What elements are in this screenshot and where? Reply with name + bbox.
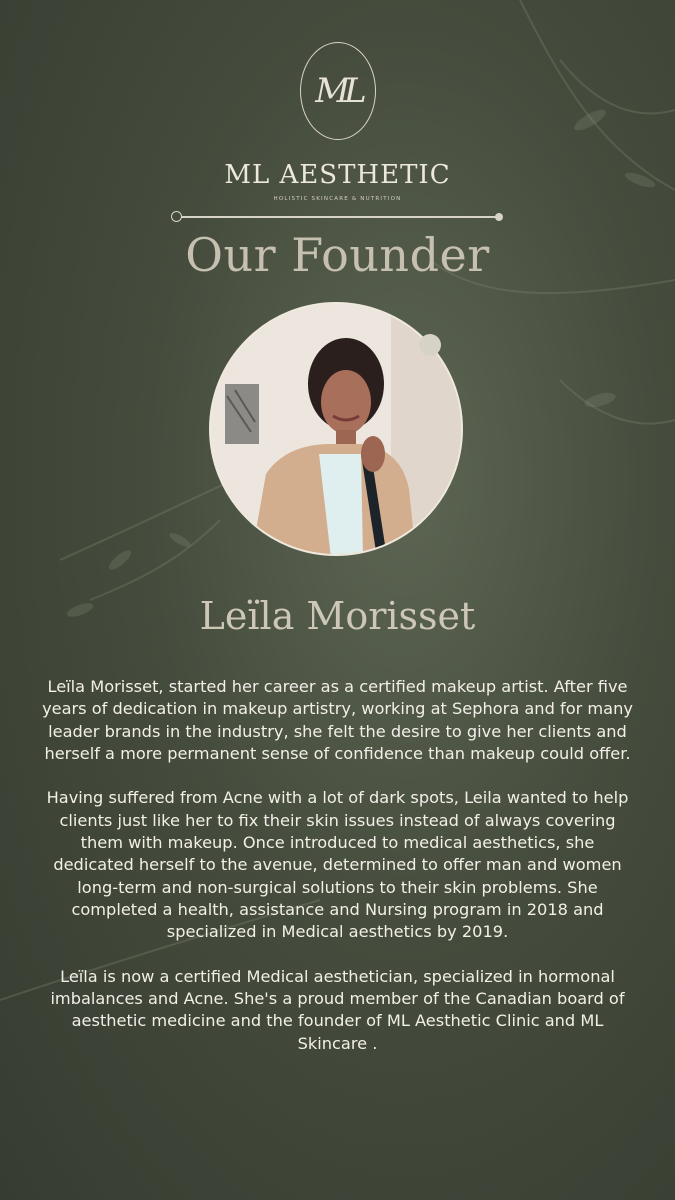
bio-paragraph-1: Leïla Morisset, started her career as a certified makeup artist. After five years of dedication in makeup artistry, working at Sephora and for many leader brands in the industry, she felt the desire to give her clients and herself a more permanent sense of confidence than makeup could offer. [42, 677, 633, 763]
portrait-accent-dot [419, 334, 441, 356]
page-title: Our Founder [185, 228, 490, 282]
brand-tagline: HOLISTIC SKINCARE & NUTRITION [273, 196, 402, 202]
divider-dot-filled [495, 213, 503, 221]
founder-bio [40, 676, 635, 1077]
divider-line [176, 216, 500, 218]
bio-paragraph-2: Having suffered from Acne with a lot of dark spots, Leila wanted to help clients just like her to fix their skin issues instead of always covering them with makeup. Once introduced to medical aesthetics, she dedicated herself to the avenue, determined to offer man and women long-term and non-surgical solutions to their skin problems. She completed a health, assistance and Nursing program in 2018 and specialized in Medical aesthetics by 2019. [46, 788, 629, 942]
founder-name: Leïla Morisset [199, 594, 476, 638]
brand-name: ML AESTHETIC [224, 160, 451, 190]
logo-monogram: ML [315, 71, 361, 111]
divider-dot-open [171, 211, 182, 222]
brand-logo [300, 42, 376, 140]
bio-paragraph-3: Leïla is now a certified Medical aesthetician, specialized in hormonal imbalances and Acne. She's a proud member of the Canadian board of aesthetic medicine and the founder of ML Aesthetic Clinic and ML Skincare . [50, 966, 625, 1053]
